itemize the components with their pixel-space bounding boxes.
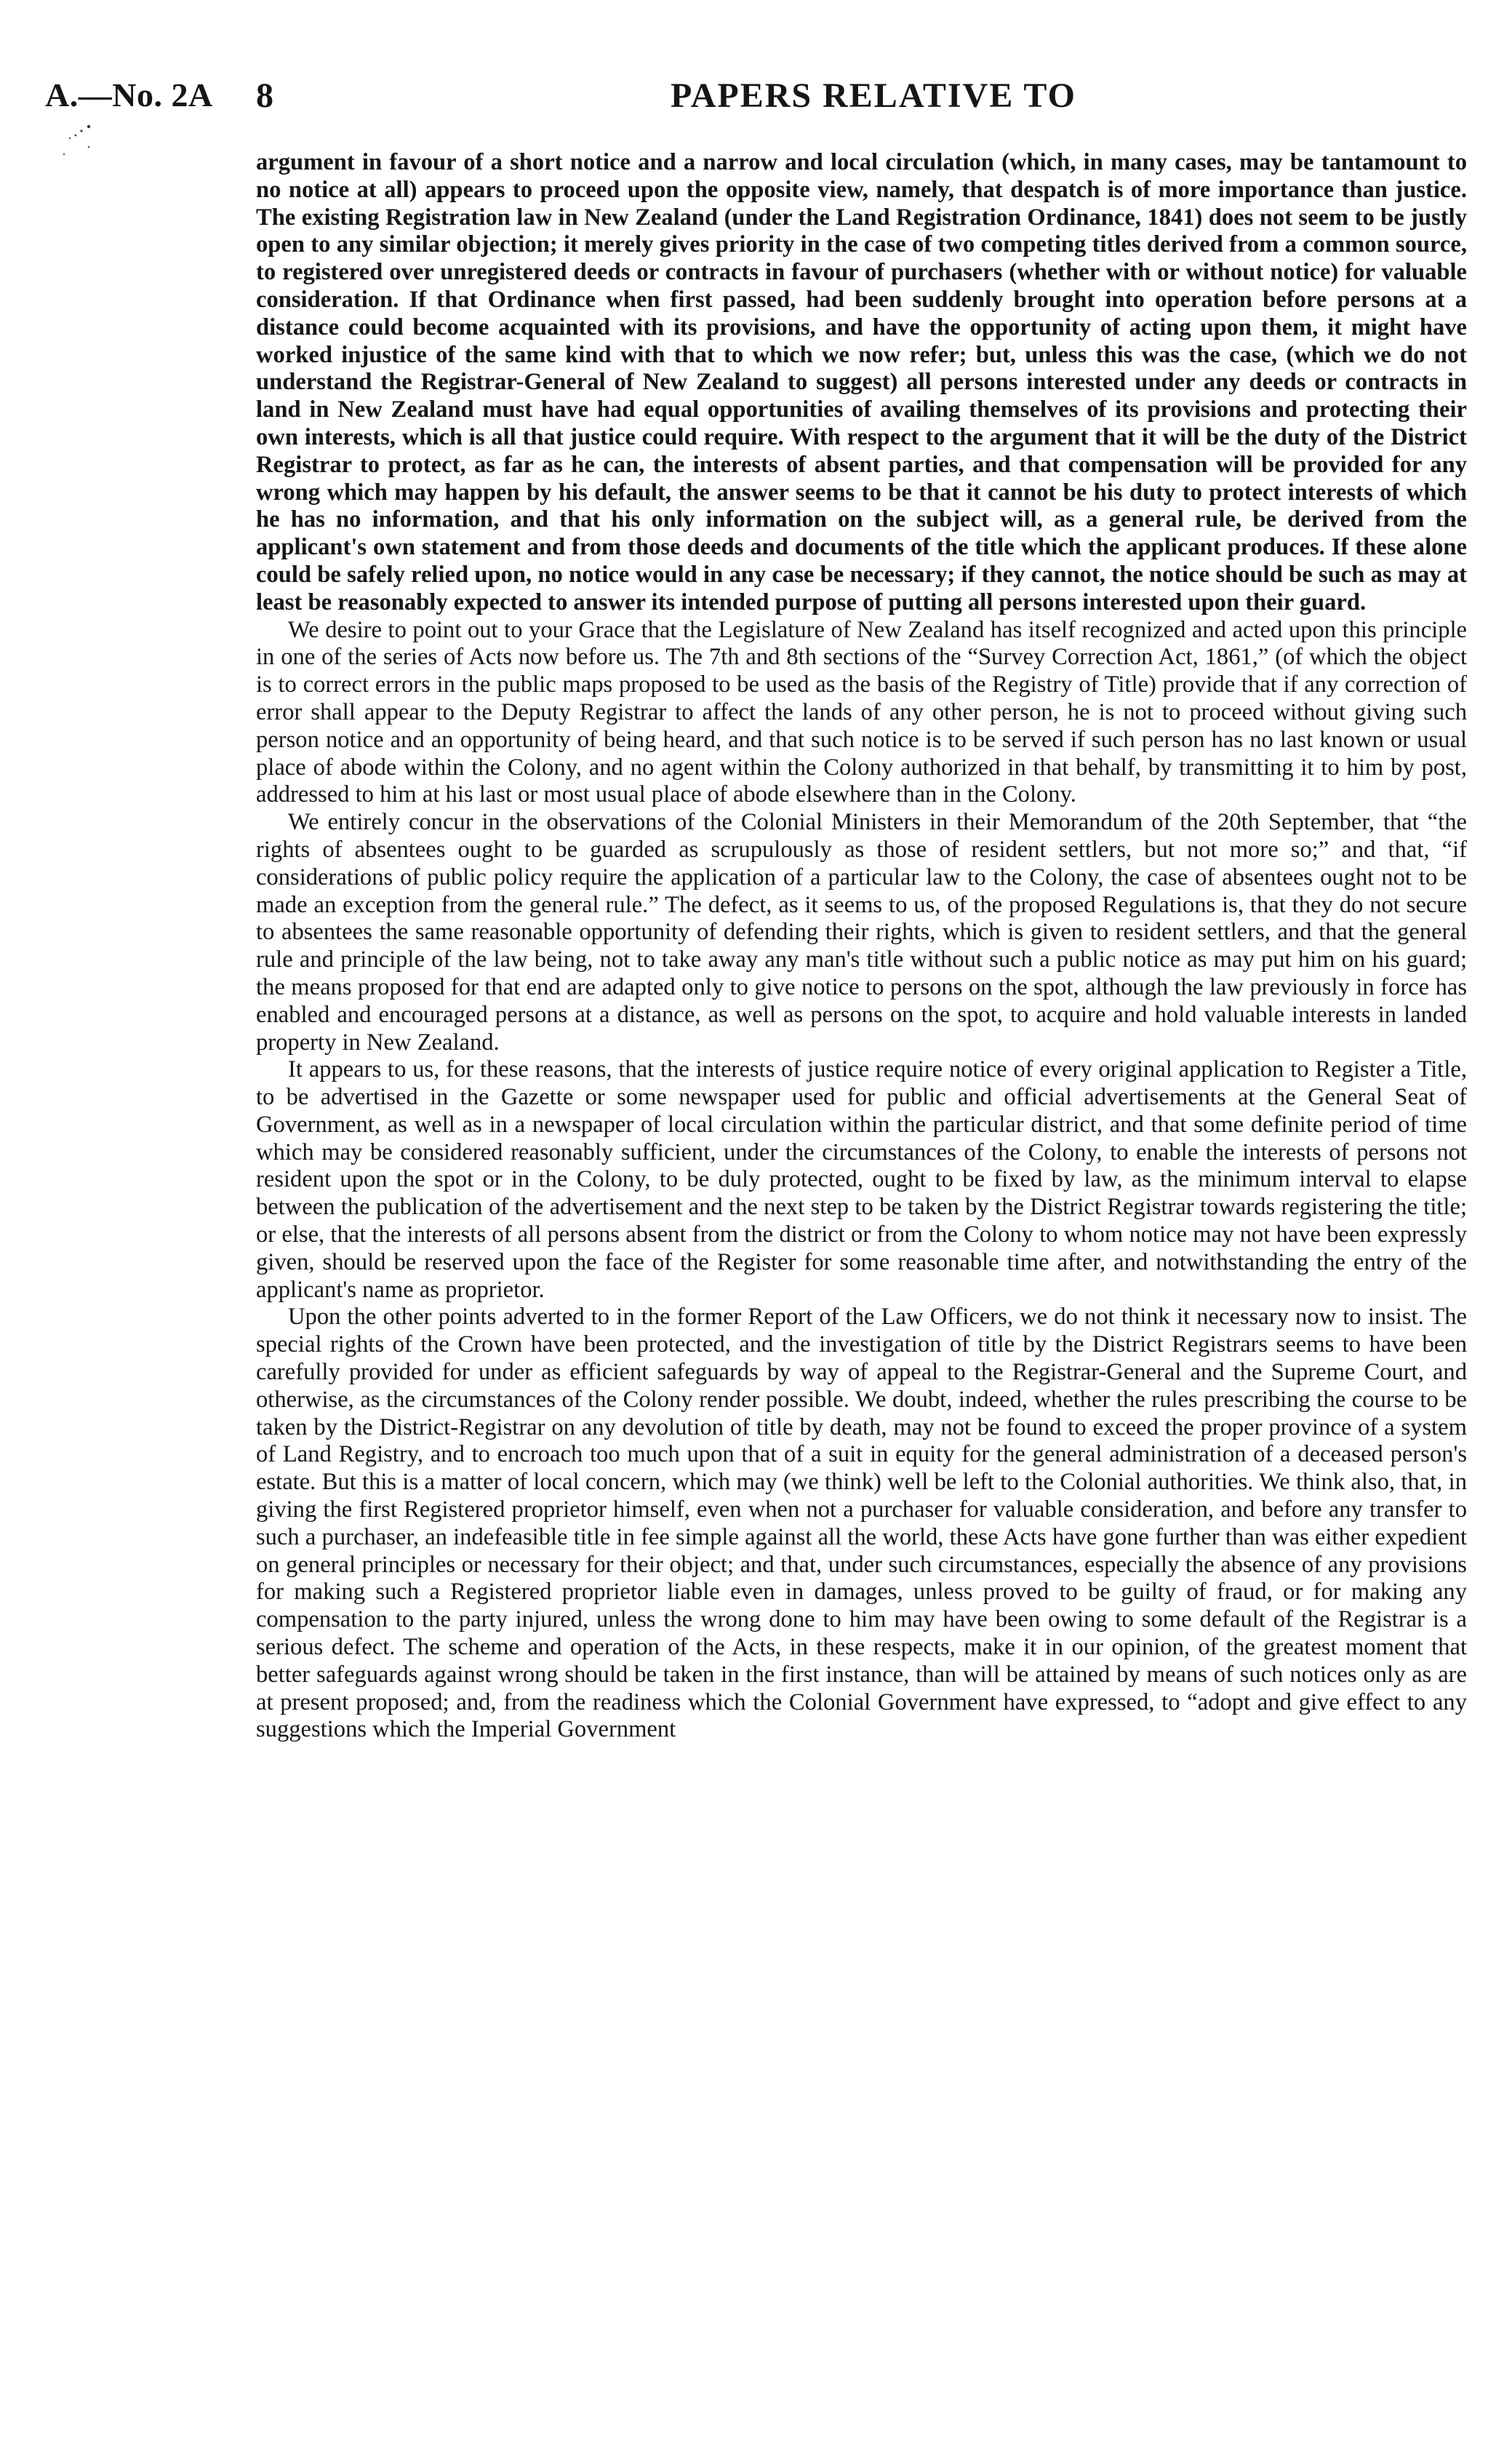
page-header: [45, 76, 1463, 134]
page-number: 8: [256, 76, 273, 115]
paragraph: It appears to us, for these reasons, that the interests of justice require notice of every original application to Register a Title, to be advertised in the Gazette or some newspaper used for public and official advertisements at the General Seat of Government, as well as in a newspaper of local circulation within the particular district, and that some definite period of time which may be considered reasonably sufficient, under the circumstances of the Colony, to enable the interests of persons not resident upon the spot or in the Colony, to be duly protected, ought to be fixed by law, as the minimum interval to elapse between the publication of the advertisement and the next step to be taken by the District Registrar towards registering the title; or else, that the interests of all persons absent from the district or from the Colony to whom notice may not have been expressly given, should be reserved upon the face of the Register for some reasonable time after, and notwithstanding the entry of the applicant's name as proprietor.: [256, 1056, 1467, 1303]
paragraph: argument in favour of a short notice and a narrow and local circulation (which, in many cases, may be tantamount to no notice at all) appears to proceed upon the opposite view, namely, that despatch is of more importance than justice. The existing Registration law in New Zealand (under the Land Registration Ordinance, 1841) does not seem to be justly open to any similar objection; it merely gives priority in the case of two competing titles derived from a common source, to registered over unregistered deeds or contracts in favour of purchasers (whether with or without notice) for valuable consideration. If that Ordinance when first passed, had been suddenly brought into operation before persons at a distance could become acquainted with its provisions, and have the opportunity of acting upon them, it might have worked injustice of the same kind with that to which we now refer; but, unless this was the case, (which we do not understand the Registrar-General of New Zealand to suggest) all persons interested under any deeds or contracts in land in New Zealand must have had equal opportunities of availing themselves of its provisions and protecting their own interests, which is all that justice could require. With respect to the argument that it will be the duty of the District Registrar to protect, as far as he can, the interests of absent parties, and that compensation will be provided for any wrong which may happen by his default, the answer seems to be that it cannot be his duty to protect interests of which he has no information, and that his only information on the subject will, as a general rule, be derived from the applicant's own statement and from those deeds and documents of the title which the applicant produces. If these alone could be safely relied upon, no notice would in any case be necessary; if they cannot, the notice should be such as may at least be reasonably expected to answer its intended purpose of putting all persons interested upon their guard.: [256, 149, 1467, 615]
paragraph: We desire to point out to your Grace that the Legislature of New Zealand has itself recognized and acted upon this principle in one of the series of Acts now before us. The 7th and 8th sections of the “Survey Correction Act, 1861,” (of which the object is to correct errors in the public maps proposed to be used as the basis of the Registry of Title) provide that if any correction of error shall appear to the Deputy Registrar to affect the lands of any other person, he is not to proceed without giving such person notice and an opportunity of being heard, and that such notice is to be served if such person has no last known or usual place of abode within the Colony, and no agent within the Colony authorized in that behalf, by transmitting it to him by post, addressed to him at his last or most usual place of abode elsewhere than in the Colony.: [256, 616, 1467, 808]
print-speck-marks: [60, 122, 96, 180]
body-text: [256, 149, 1467, 1744]
paragraph: We entirely concur in the observations of the Colonial Ministers in their Memorandum of the 20th September, that “the rights of absentees ought to be guarded as scrupulously as those of resident settlers, but not more so;” and that, “if considerations of public policy require the application of a particular law to the Colony, the case of absentees ought not to be made an exception from the general rule.” The defect, as it seems to us, of the proposed Regulations is, that they do not secure to absentees the same reasonable opportunity of defending their rights, which is given to resident settlers, and that the general rule and principle of the law being, not to take away any man's title without such a public notice as may put him on his guard; the means proposed for that end are adapted only to give notice to persons on the spot, although the law previously in force has enabled and encouraged persons at a distance, as well as persons on the spot, to acquire and hold valuable interests in landed property in New Zealand.: [256, 809, 1467, 1056]
paragraph: Upon the other points adverted to in the former Report of the Law Officers, we do not think it necessary now to insist. The special rights of the Crown have been protected, and the investigation of title by the District Registrars seems to have been carefully provided for under as efficient safeguards by way of appeal to the Registrar-General and the Supreme Court, and otherwise, as the circumstances of the Colony render possible. We doubt, indeed, whether the rules prescribing the course to be taken by the District-Registrar on any devolution of title by death, may not be found to exceed the proper province of a system of Land Registry, and to encroach too much upon that of a suit in equity for the general administration of a deceased person's estate. But this is a matter of local concern, which may (we think) well be left to the Colonial authorities. We think also, that, in giving the first Registered proprietor himself, even when not a purchaser for valuable consideration, and before any transfer to such a purchaser, an indefeasible title in fee simple against all the world, these Acts have gone further than was either expedient on general principles or necessary for their object; and that, under such circumstances, especially the absence of any provisions for making such a Registered proprietor liable even in damages, unless proved to be guilty of fraud, or for making any compensation to the party injured, unless the wrong done to him may have been owing to some default of the Registrar is a serious defect. The scheme and operation of the Acts, in these respects, make it in our opinion, of the greatest moment that better safeguards against wrong should be taken in the first instance, than will be attained by means of such notices only as are at present proposed; and, from the readiness which the Colonial Government have expressed, to “adopt and give effect to any suggestions which the Imperial Government: [256, 1304, 1467, 1743]
document-reference: A.—No. 2A: [45, 76, 213, 113]
running-title: PAPERS RELATIVE TO: [671, 76, 1076, 115]
